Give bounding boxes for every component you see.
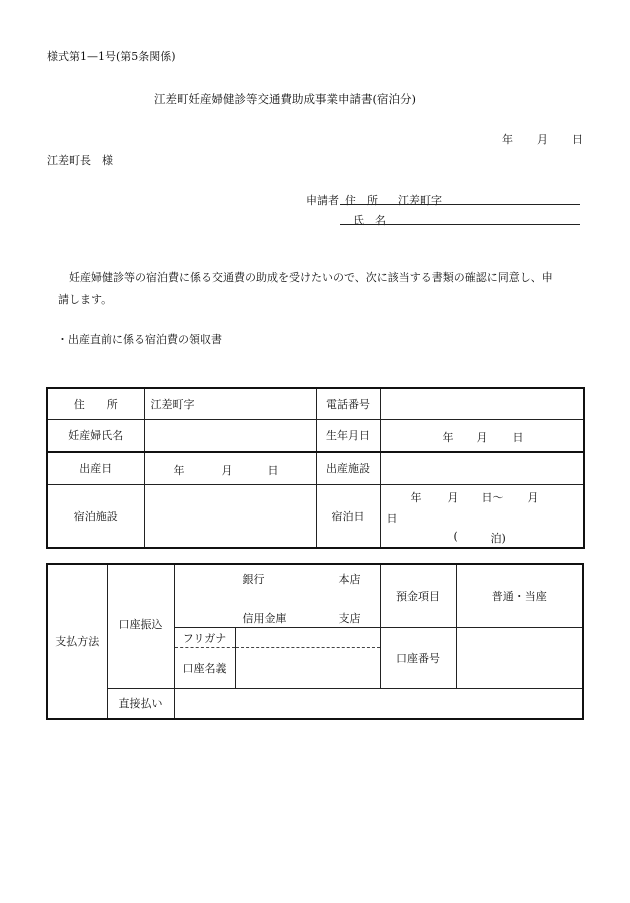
deposit-type-value-cell[interactable] — [456, 564, 583, 628]
birthdate-day: 日 — [512, 430, 524, 444]
payment-method-label-cell — [47, 564, 107, 719]
phone-label-cell — [316, 388, 380, 419]
document-title: 江差町妊産婦健診等交通費助成事業申請書(宿泊分) — [154, 92, 416, 106]
form-number: 様式第1—1号(第5条関係) — [47, 50, 176, 63]
address-value-cell[interactable] — [144, 388, 316, 419]
lodging-facility-label: 宿泊施設 — [73, 509, 118, 523]
branch-label: 支店 — [338, 612, 361, 625]
birth-facility-value-cell[interactable] — [380, 452, 584, 485]
table-row — [47, 484, 584, 548]
birth-facility-label: 出産施設 — [326, 462, 370, 475]
table-row — [47, 388, 584, 419]
lodging-start-month: 月 — [447, 490, 459, 504]
birth-facility-label-cell — [316, 452, 380, 485]
birth-date-label-cell — [47, 452, 144, 485]
bank-label: 銀行 — [242, 573, 265, 586]
birth-date-value-cell[interactable] — [144, 452, 316, 485]
account-holder-value-cell[interactable] — [235, 648, 380, 689]
credit-union-label: 信用金庫 — [242, 612, 287, 625]
account-number-label-cell — [380, 628, 456, 689]
date-year: 年 — [502, 133, 513, 146]
birth-year: 年 — [173, 463, 185, 477]
bullet-receipt: ・出産直前に係る宿泊費の領収書 — [57, 333, 222, 346]
account-number-label: 口座番号 — [396, 652, 440, 665]
furigana-value-cell[interactable] — [235, 628, 380, 648]
table-row — [47, 564, 583, 628]
lodging-nights-paren: ( — [453, 529, 458, 543]
bank-name-cell[interactable] — [174, 564, 380, 628]
furigana-label-cell — [174, 628, 235, 648]
furigana-label: フリガナ — [182, 631, 227, 645]
lodging-end-month: 月 — [527, 490, 539, 504]
birth-date-label: 出産日 — [79, 462, 113, 475]
lodging-date-value-cell[interactable] — [380, 484, 584, 548]
mother-name-label: 妊産婦氏名 — [68, 429, 124, 442]
mother-name-value-cell[interactable] — [144, 419, 316, 452]
address-label-cell — [47, 388, 144, 419]
body-text-line1: 妊産婦健診等の宿泊費に係る交通費の助成を受けたいので、次に該当する書類の確認に同意し、申 — [69, 271, 553, 284]
phone-value-cell[interactable] — [380, 388, 584, 419]
lodging-end-day: 日 — [386, 511, 398, 525]
lodging-start-year: 年 — [410, 490, 422, 504]
lodging-nights: 泊) — [490, 531, 506, 545]
table-row — [47, 689, 583, 719]
birthdate-label-cell — [316, 419, 380, 452]
address-value: 江差町字 — [150, 397, 195, 411]
applicant-name-label: 氏 名 — [353, 214, 386, 227]
applicant-info-table — [46, 387, 585, 549]
birth-day: 日 — [267, 463, 279, 477]
lodging-start-day: 日〜 — [481, 490, 504, 504]
lodging-facility-value-cell[interactable] — [144, 484, 316, 548]
lodging-facility-label-cell — [47, 484, 144, 548]
lodging-date-label-cell — [316, 484, 380, 548]
transfer-label-cell — [107, 564, 174, 689]
deposit-type-value: 普通・当座 — [491, 590, 547, 603]
deposit-type-label-cell — [380, 564, 456, 628]
phone-label: 電話番号 — [326, 397, 370, 411]
direct-payment-label-cell — [107, 689, 174, 719]
lodging-date-label: 宿泊日 — [331, 509, 365, 523]
applicant-label: 申請者 — [306, 194, 339, 207]
birthdate-label: 生年月日 — [326, 429, 370, 442]
direct-payment-label: 直接払い — [118, 697, 163, 711]
address-label: 住 所 — [73, 397, 118, 411]
payment-method-label: 支払方法 — [55, 635, 100, 649]
mother-name-label-cell — [47, 419, 144, 452]
head-office-label: 本店 — [338, 573, 361, 586]
table-row — [47, 452, 584, 485]
applicant-name-underline — [340, 224, 580, 225]
payment-table — [46, 563, 584, 720]
body-text-line2: 請します。 — [58, 293, 113, 306]
birthdate-month: 月 — [476, 430, 488, 444]
applicant-address-value: 江差町字 — [398, 194, 442, 207]
birth-month: 月 — [221, 463, 233, 477]
account-number-value-cell[interactable] — [456, 628, 583, 689]
date-month: 月 — [537, 133, 548, 146]
birthdate-year: 年 — [442, 430, 454, 444]
applicant-address-label: 住 所 — [345, 194, 378, 207]
deposit-type-label: 預金項目 — [396, 590, 440, 603]
addressee: 江差町長 様 — [47, 154, 113, 167]
table-row — [47, 419, 584, 452]
account-holder-label-cell — [174, 648, 235, 689]
birthdate-value-cell[interactable] — [380, 419, 584, 452]
date-day: 日 — [572, 133, 583, 146]
account-holder-label: 口座名義 — [182, 662, 227, 675]
applicant-address-underline — [340, 204, 580, 205]
direct-payment-value-cell[interactable] — [174, 689, 583, 719]
transfer-label: 口座振込 — [118, 617, 163, 631]
